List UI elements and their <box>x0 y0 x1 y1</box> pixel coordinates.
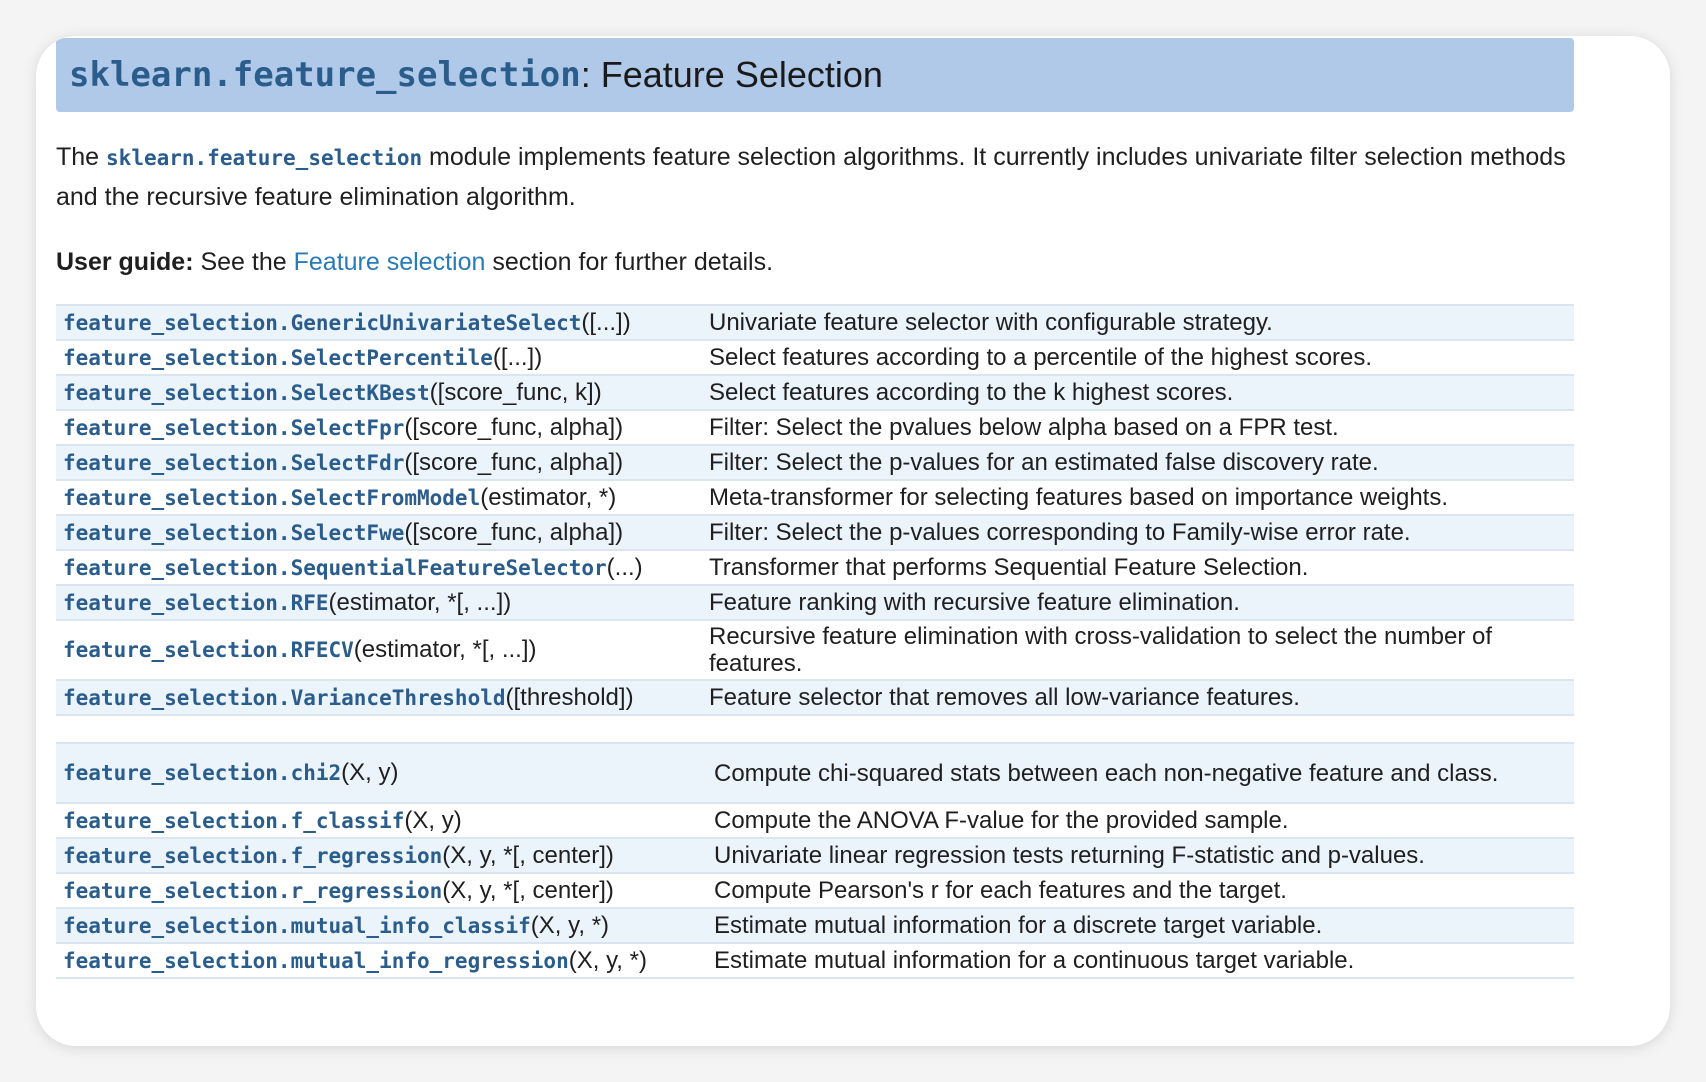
api-name-cell <box>56 620 702 680</box>
table-row <box>56 803 1574 838</box>
table-row <box>56 620 1574 680</box>
intro-paragraph <box>56 138 1574 217</box>
doc-content <box>56 38 1574 979</box>
api-signature: (X, y) <box>341 759 399 786</box>
api-name-cell <box>56 908 707 943</box>
api-link[interactable]: feature_selection.mutual_info_classif <box>63 913 531 938</box>
user-guide-paragraph <box>56 247 1574 277</box>
api-name-cell <box>56 445 702 480</box>
intro-text-after: module implements feature selection algorithms. It currently includes univariate filter selection methods and the recursive feature elimination algorithm. <box>56 143 1566 211</box>
user-guide-label: User guide: <box>56 248 194 276</box>
table-row <box>56 838 1574 873</box>
api-description: Filter: Select the pvalues below alpha based on a FPR test. <box>702 410 1574 445</box>
api-link[interactable]: feature_selection.GenericUnivariateSelect <box>63 310 582 335</box>
table-row <box>56 585 1574 620</box>
api-link[interactable]: feature_selection.SelectFwe <box>63 520 405 545</box>
table-row <box>56 445 1574 480</box>
api-name-cell <box>56 480 702 515</box>
api-signature: (estimator, *[, ...]) <box>353 636 537 663</box>
api-name-cell <box>56 585 702 620</box>
api-name-cell <box>56 410 702 445</box>
api-signature: (X, y, *) <box>530 911 610 939</box>
table-row <box>56 340 1574 375</box>
api-name-cell <box>56 838 707 873</box>
api-signature: ([...]) <box>581 308 631 336</box>
api-description: Compute the ANOVA F-value for the provided sample. <box>707 803 1574 838</box>
api-description: Transformer that performs Sequential Feature Selection. <box>702 550 1574 585</box>
api-signature: ([score_func, alpha]) <box>404 448 624 476</box>
api-description: Filter: Select the p-values for an estimated false discovery rate. <box>702 445 1574 480</box>
table-row <box>56 375 1574 410</box>
api-name-cell <box>56 375 702 410</box>
api-signature: (X, y, *[, center]) <box>442 876 614 904</box>
api-name-cell <box>56 305 702 340</box>
table-row <box>56 943 1574 978</box>
api-name-cell <box>56 515 702 550</box>
api-signature: (estimator, *[, ...]) <box>328 588 512 616</box>
table-row <box>56 515 1574 550</box>
api-signature: ([score_func, alpha]) <box>404 413 624 441</box>
api-link[interactable]: feature_selection.SelectFpr <box>63 415 405 440</box>
api-signature: (estimator, *) <box>480 483 617 511</box>
api-link[interactable]: feature_selection.f_regression <box>63 843 443 868</box>
api-signature: (X, y) <box>404 806 462 834</box>
intro-text-before: The <box>56 143 107 171</box>
api-description: Univariate feature selector with configurable strategy. <box>702 305 1574 340</box>
user-guide-text-before: See the <box>193 248 294 276</box>
api-signature: ([score_func, alpha]) <box>404 518 624 546</box>
api-description: Compute Pearson's r for each features and the target. <box>707 873 1574 908</box>
api-description: Filter: Select the p-values corresponding to Family-wise error rate. <box>702 515 1574 550</box>
api-signature: ([threshold]) <box>505 683 634 711</box>
table-row <box>56 873 1574 908</box>
api-signature: (X, y, *[, center]) <box>442 841 614 869</box>
api-signature: (...) <box>606 553 643 581</box>
api-name-cell <box>56 680 702 715</box>
table-row <box>56 305 1574 340</box>
api-description: Estimate mutual information for a discrete target variable. <box>707 908 1574 943</box>
api-signature: (X, y, *) <box>568 946 647 974</box>
api-description: Feature ranking with recursive feature elimination. <box>702 585 1574 620</box>
api-signature: ([score_func, k]) <box>429 378 602 406</box>
api-link[interactable]: feature_selection.SelectFromModel <box>63 485 481 510</box>
api-description: Select features according to the k highest scores. <box>702 375 1574 410</box>
classes-table <box>56 304 1574 716</box>
user-guide-text-after: section for further details. <box>485 248 774 276</box>
api-link[interactable]: feature_selection.r_regression <box>63 878 443 903</box>
section-title <box>56 38 1574 112</box>
api-name-cell <box>56 743 707 803</box>
doc-card <box>36 36 1670 1046</box>
api-description: Estimate mutual information for a continuous target variable. <box>707 943 1574 978</box>
api-name-cell <box>56 943 707 978</box>
table-row <box>56 908 1574 943</box>
api-description: Compute chi-squared stats between each non-negative feature and class. <box>707 743 1574 803</box>
intro-module-code[interactable]: sklearn.feature_selection <box>106 146 423 170</box>
api-link[interactable]: feature_selection.SelectFdr <box>63 450 405 475</box>
table-row <box>56 480 1574 515</box>
api-link[interactable]: feature_selection.VarianceThreshold <box>63 685 506 710</box>
api-link[interactable]: feature_selection.SequentialFeatureSelector <box>63 555 607 580</box>
api-link[interactable]: feature_selection.SelectPercentile <box>63 345 493 370</box>
api-description: Select features according to a percentile of the highest scores. <box>702 340 1574 375</box>
api-description: Meta-transformer for selecting features based on importance weights. <box>702 480 1574 515</box>
table-row <box>56 743 1574 803</box>
table-row <box>56 680 1574 715</box>
api-description: Feature selector that removes all low-variance features. <box>702 680 1574 715</box>
api-link[interactable]: feature_selection.mutual_info_regression <box>63 948 569 973</box>
api-name-cell <box>56 803 707 838</box>
api-name-cell <box>56 550 702 585</box>
api-name-cell <box>56 340 702 375</box>
api-link[interactable]: feature_selection.RFE <box>63 590 329 615</box>
api-link[interactable]: feature_selection.chi2 <box>63 761 342 785</box>
functions-table <box>56 742 1574 979</box>
api-description: Recursive feature elimination with cross-validation to select the number of features. <box>702 620 1574 680</box>
table-row <box>56 410 1574 445</box>
api-name-cell <box>56 873 707 908</box>
api-signature: ([...]) <box>492 343 543 371</box>
api-link[interactable]: feature_selection.SelectKBest <box>63 380 430 405</box>
api-description: Univariate linear regression tests returning F-statistic and p-values. <box>707 838 1574 873</box>
table-row <box>56 550 1574 585</box>
title-text: : Feature Selection <box>580 54 883 95</box>
feature-selection-link[interactable]: Feature selection <box>293 248 486 276</box>
api-link[interactable]: feature_selection.RFECV <box>63 638 354 662</box>
api-link[interactable]: feature_selection.f_classif <box>63 808 405 833</box>
title-module-link[interactable]: sklearn.feature_selection <box>69 55 581 95</box>
